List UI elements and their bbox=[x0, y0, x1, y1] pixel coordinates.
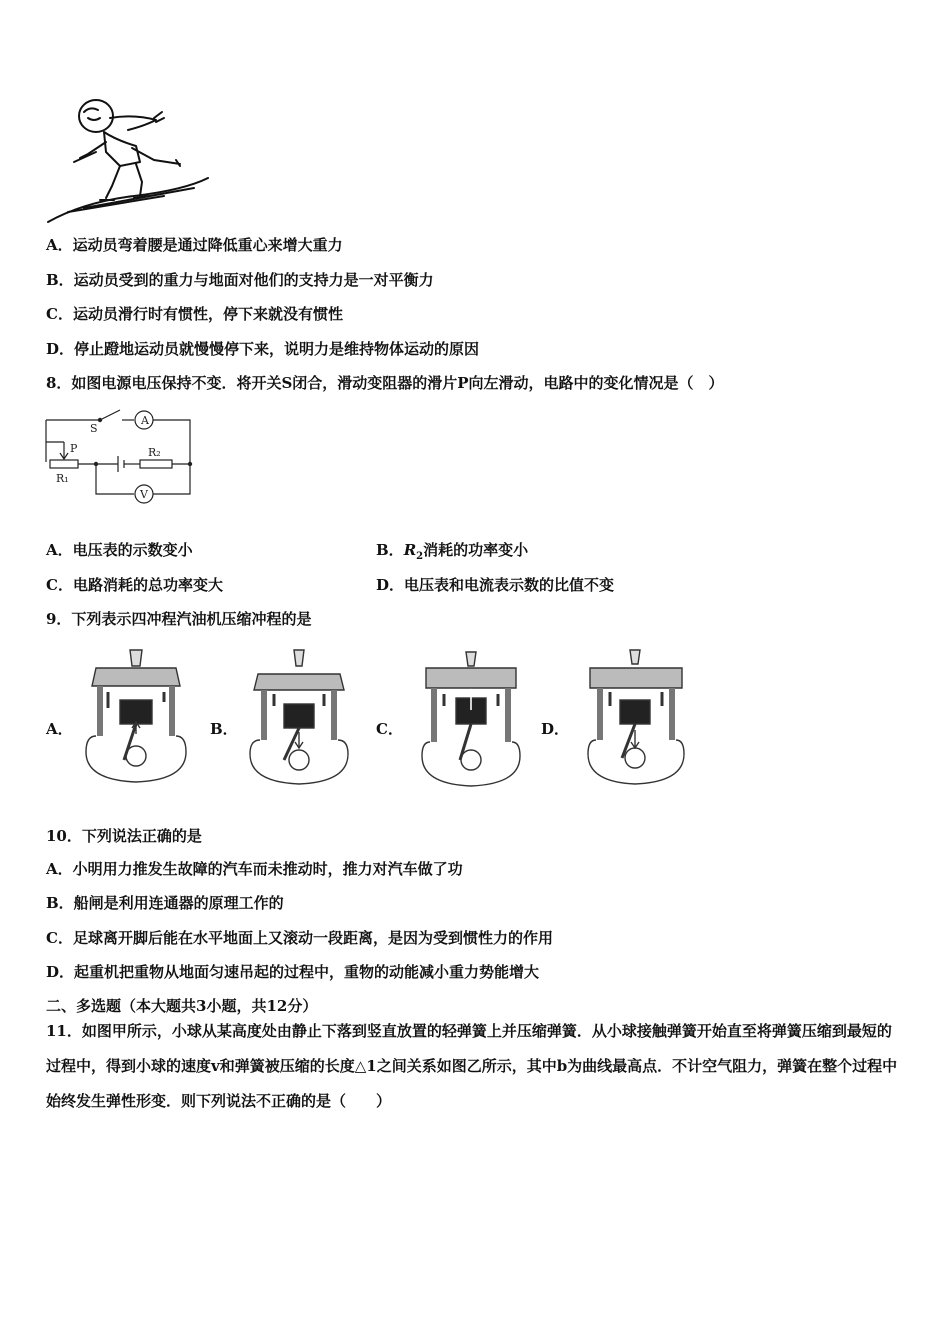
r2-label: R₂ bbox=[148, 446, 161, 459]
q8-option-b-r: R bbox=[403, 541, 417, 559]
q8-option-d: D．电压表和电流表示数的比值不变 bbox=[376, 576, 615, 594]
q10-option-a: A．小明用力推发生故障的汽车而未推动时，推力对汽车做了功 bbox=[46, 860, 463, 878]
engine-diagram-b bbox=[244, 648, 354, 790]
q7-option-d: D．停止蹬地运动员就慢慢停下来，说明力是维持物体运动的原因 bbox=[46, 340, 480, 358]
engine-diagram-d bbox=[582, 648, 692, 790]
q7-option-c: C．运动员滑行时有惯性，停下来就没有惯性 bbox=[46, 305, 343, 323]
q11-text: 11．如图甲所示，小球从某高度处由静止下落到竖直放置的轻弹簧上并压缩弹簧．从小球接触弹簧开始直至将弹簧压缩到最短的过程中，得到小球的速度v和弹簧被压缩的长度△1之间关系如图乙所示，其中b为曲线最高点．不计空气阻力，弹簧在整个过程中始终发生弹性形变．则下列说法不正确的是（ ） bbox=[46, 1022, 898, 1110]
q9-label-c: C． bbox=[376, 720, 403, 738]
slider-label: P bbox=[70, 442, 78, 455]
skier-figure bbox=[44, 96, 214, 224]
q8-option-b bbox=[376, 540, 528, 567]
switch-label: S bbox=[90, 422, 98, 435]
q8-option-a: A．电压表的示数变小 bbox=[46, 541, 193, 559]
ammeter-label: A bbox=[141, 414, 149, 427]
q7-option-a: A．运动员弯着腰是通过降低重心来增大重力 bbox=[46, 236, 343, 254]
q10-option-c: C．足球离开脚后能在水平地面上又滚动一段距离，是因为受到惯性力的作用 bbox=[46, 929, 553, 947]
q9-label-b: B． bbox=[210, 720, 238, 738]
q9-stem: 9．下列表示四冲程汽油机压缩冲程的是 bbox=[46, 610, 312, 628]
q8-option-b-sub: 2 bbox=[416, 551, 424, 562]
q8-circuit-diagram bbox=[40, 402, 200, 508]
q10-stem: 10．下列说法正确的是 bbox=[46, 827, 202, 845]
q8-option-c: C．电路消耗的总功率变大 bbox=[46, 576, 223, 594]
q9-label-d: D． bbox=[541, 720, 570, 738]
r1-label: R₁ bbox=[56, 472, 69, 485]
engine-diagram-c bbox=[416, 650, 526, 792]
voltmeter-label: V bbox=[140, 488, 148, 501]
q8-stem: 8．如图电源电压保持不变．将开关S闭合，滑动变阻器的滑片P向左滑动，电路中的变化情况是（ ） bbox=[46, 374, 724, 392]
engine-diagram-a bbox=[76, 648, 196, 790]
q7-option-b: B．运动员受到的重力与地面对他们的支持力是一对平衡力 bbox=[46, 271, 434, 289]
section-heading: 二、多选题（本大题共3小题，共12分） bbox=[46, 997, 318, 1015]
q10-option-d: D．起重机把重物从地面匀速吊起的过程中，重物的动能减小重力势能增大 bbox=[46, 963, 540, 981]
q10-option-b: B．船闸是利用连通器的原理工作的 bbox=[46, 894, 284, 912]
q8-option-b-prefix: B． bbox=[376, 541, 404, 559]
q8-option-b-rest: 消耗的功率变小 bbox=[423, 541, 529, 559]
q9-label-a: A． bbox=[46, 720, 73, 738]
